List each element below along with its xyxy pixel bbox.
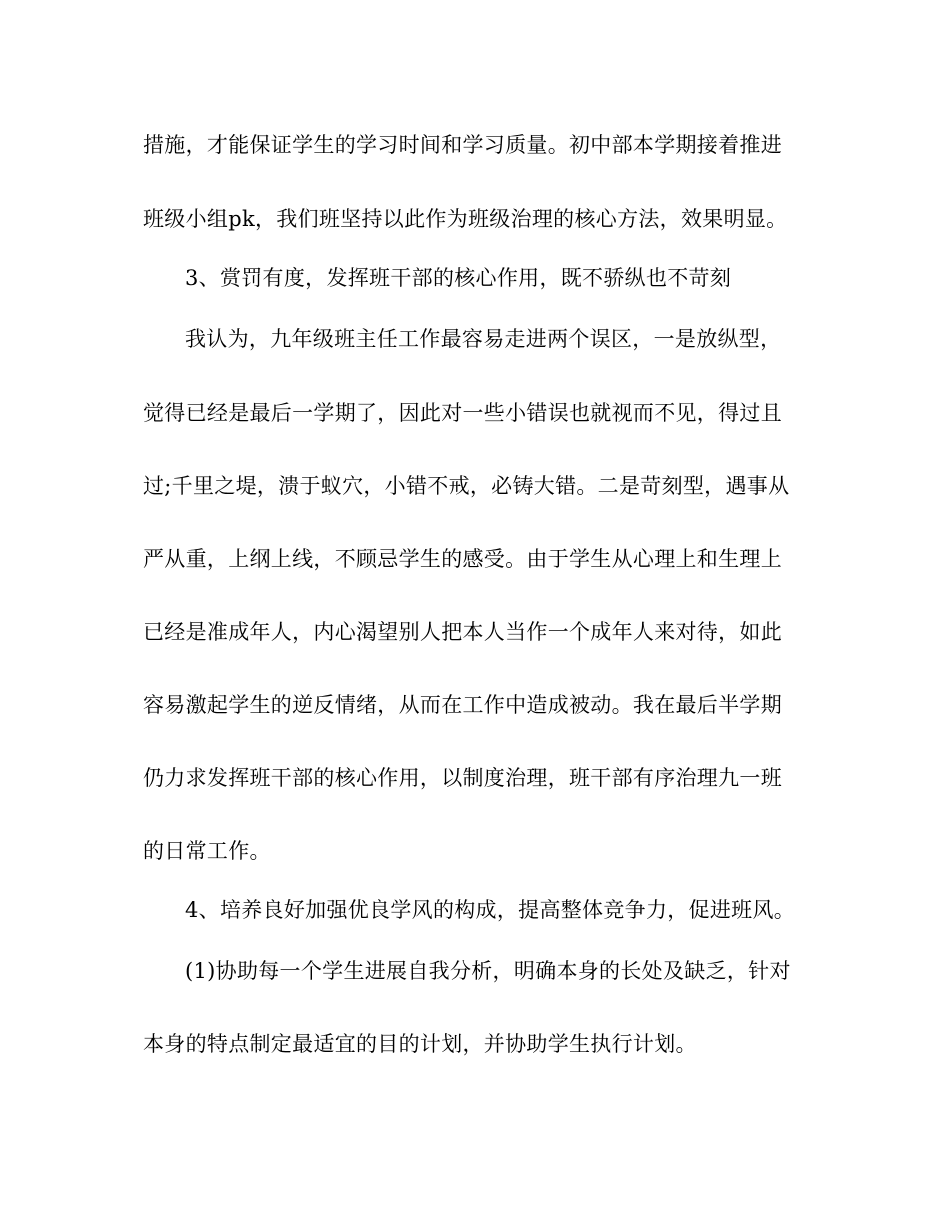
text-line: 本身的特点制定最适宜的目的计划，并协助学生执行计划。 [143,1032,697,1056]
text-line: 仍力求发挥班干部的核心作用，以制度治理，班干部有序治理九一班 [143,766,782,790]
text-line: 已经是准成年人，内心渴望别人把本人当作一个成年人来对待，如此 [143,620,782,644]
text-line: 措施，才能保证学生的学习时间和学习质量。初中部本学期接着推进 [143,133,782,157]
text-line: 严从重，上纲上线，不顾忌学生的感受。由于学生从心理上和生理上 [143,547,782,571]
text-line: (1)协助每一个学生进展自我分析，明确本身的长处及缺乏，针对 [185,959,791,983]
section-heading: 3、赏罚有度，发挥班干部的核心作用，既不骄纵也不苛刻 [185,266,732,290]
text-line: 的日常工作。 [143,839,271,863]
text-line: 觉得已经是最后一学期了，因此对一些小错误也就视而不见，得过且 [143,401,782,425]
section-heading: 4、培养良好加强优良学风的构成，提高整体竞争力，促进班风。 [185,898,796,922]
text-line: 班级小组pk，我们班坚持以此作为班级治理的核心方法，效果明显。 [143,207,788,231]
text-line: 容易激起学生的逆反情绪，从而在工作中造成被动。我在最后半学期 [143,693,782,717]
text-line: 过;千里之堤，溃于蚁穴，小错不戒，必铸大错。二是苛刻型，遇事从 [143,474,790,498]
text-line: 我认为，九年级班主任工作最容易走进两个误区，一是放纵型， [185,327,782,351]
